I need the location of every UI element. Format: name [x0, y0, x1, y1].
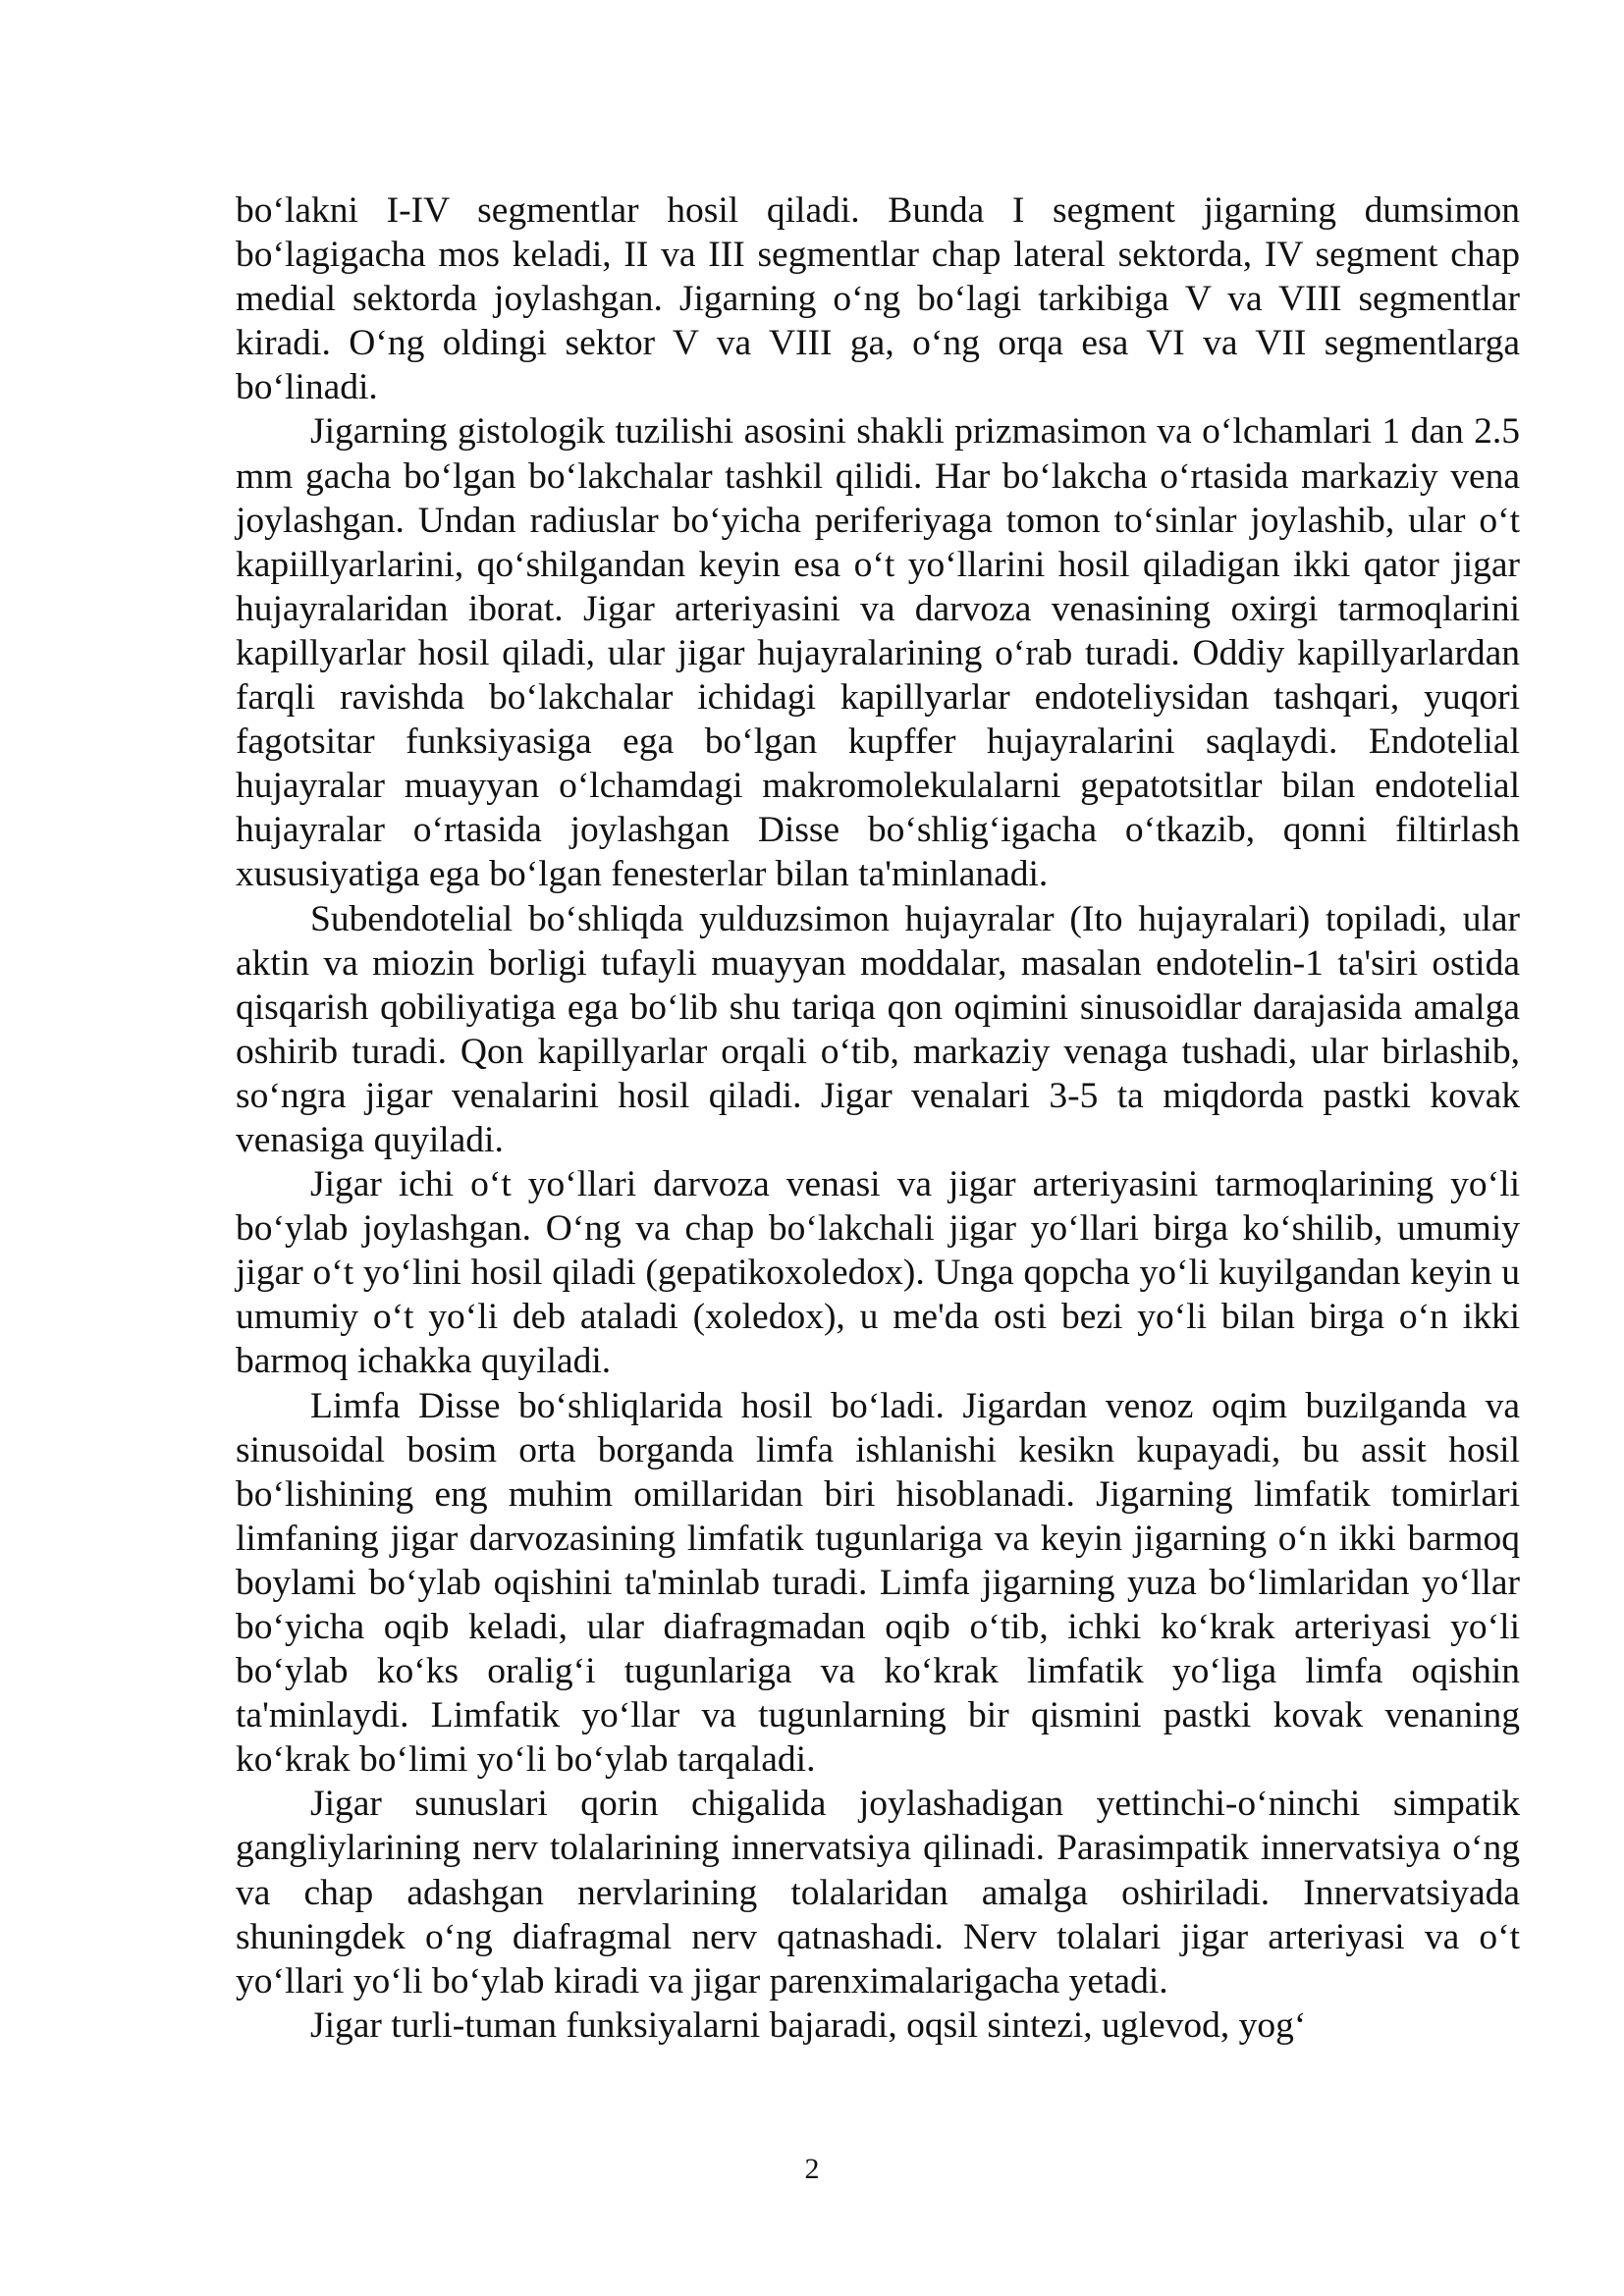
paragraph-histology: Jigarning gistologik tuzilishi asosini shakli prizmasimon va o‘lchamlari 1 dan 2.5 mm gacha bo‘lgan bo‘lakchalar tashkil qilidi. Har bo‘lakcha o‘rtasida markaziy vena joylashgan. Undan radiuslar bo‘yicha periferiyaga tomon to‘sinlar joylashib, ular o‘t kapiillyarlarini, qo‘shilgandan keyin esa o‘t yo‘llarini hosil qiladigan ikki qator jigar hujayralaridan iborat. Jigar arteriyasini va darvoza venasining oxirgi tarmoqlarini kapillyarlar hosil qiladi, ular jigar hujayralarining o‘rab turadi. Oddiy kapillyarlardan farqli ravishda bo‘lakchalar ichidagi kapillyarlar endoteliysidan tashqari, yuqori fagotsitar funksiyasiga ega bo‘lgan kupffer hujayralarini saqlaydi. Endotelial hujayralar muayyan o‘lchamdagi makromolekulalarni gepatotsitlar bilan endotelial hujayralar o‘rtasida joylashgan Disse bo‘shlig‘igacha o‘tkazib, qonni filtirlash xususiyatiga ega bo‘lgan fenesterlar bilan ta'minlanadi.: [236, 411, 1520, 895]
paragraph-innervation: Jigar sunuslari qorin chigalida joylashadigan yettinchi-o‘ninchi simpatik gangliylarining nerv tolalarining innervatsiya qilinadi. Parasimpatik innervatsiya o‘ng va chap adashgan nervlarining tolalaridan amalga oshiriladi. Innervatsiyada shuningdek o‘ng diafragmal nerv qatnashadi. Nerv tolalari jigar arteriyasi va o‘t yo‘llari yo‘li bo‘ylab kiradi va jigar parenximalarigacha yetadi.: [236, 1784, 1520, 2002]
paragraph-continuation: bo‘lakni I-IV segmentlar hosil qiladi. Bunda I segment jigarning dumsimon bo‘lagigacha mos keladi, II va III segmentlar chap lateral sektorda, IV segment chap medial sektorda joylashgan. Jigarning o‘ng bo‘lagi tarkibiga V va VIII segmentlar kiradi. O‘ng oldingi sektor V va VIII ga, o‘ng orqa esa VI va VII segmentlarga bo‘linadi.: [236, 190, 1520, 408]
paragraph-bile-ducts: Jigar ichi o‘t yo‘llari darvoza venasi va jigar arteriyasini tarmoqlarining yo‘li bo‘ylab joylashgan. O‘ng va chap bo‘lakchali jigar yo‘llari birga ko‘shilib, umumiy jigar o‘t yo‘lini hosil qiladi (gepatikoxoledox). Unga qopcha yo‘li kuyilgandan keyin u umumiy o‘t yo‘li deb ataladi (xoledox), u me'da osti bezi yo‘li bilan birga o‘n ikki barmoq ichakka quyiladi.: [236, 1164, 1520, 1382]
paragraph-ito-cells: Subendotelial bo‘shliqda yulduzsimon hujayralar (Ito hujayralari) topiladi, ular aktin va miozin borligi tufayli muayyan moddalar, masalan endotelin-1 ta'siri ostida qisqarish qobiliyatiga ega bo‘lib shu tariqa qon oqimini sinusoidlar darajasida amalga oshirib turadi. Qon kapillyarlar orqali o‘tib, markaziy venaga tushadi, ular birlashib, so‘ngra jigar venalarini hosil qiladi. Jigar venalari 3-5 ta miqdorda pastki kovak venasiga quyiladi.: [236, 898, 1520, 1160]
paragraph-lymph: Limfa Disse bo‘shliqlarida hosil bo‘ladi. Jigardan venoz oqim buzilganda va sinusoidal bosim orta borganda limfa ishlanishi kesikn kupayadi, bu assit hosil bo‘lishining eng muhim omillaridan biri hisoblanadi. Jigarning limfatik tomirlari limfaning jigar darvozasining limfatik tugunlariga va keyin jigarning o‘n ikki barmoq boylami bo‘ylab oqishini ta'minlab turadi. Limfa jigarning yuza bo‘limlaridan yo‘llar bo‘yicha oqib keladi, ular diafragmadan oqib o‘tib, ichki ko‘krak arteriyasi yo‘li bo‘ylab ko‘ks oralig‘i tugunlariga va ko‘krak limfatik yo‘liga limfa oqishin ta'minlaydi. Limfatik yo‘llar va tugunlarning bir qismini pastki kovak venaning ko‘krak bo‘limi yo‘li bo‘ylab tarqaladi.: [236, 1385, 1520, 1781]
page-number: 2: [804, 2153, 820, 2185]
paragraph-functions: Jigar turli-tuman funksiyalarni bajaradi, oqsil sintezi, uglevod, yog‘: [310, 2004, 1307, 2046]
body-text: [236, 188, 1520, 2048]
